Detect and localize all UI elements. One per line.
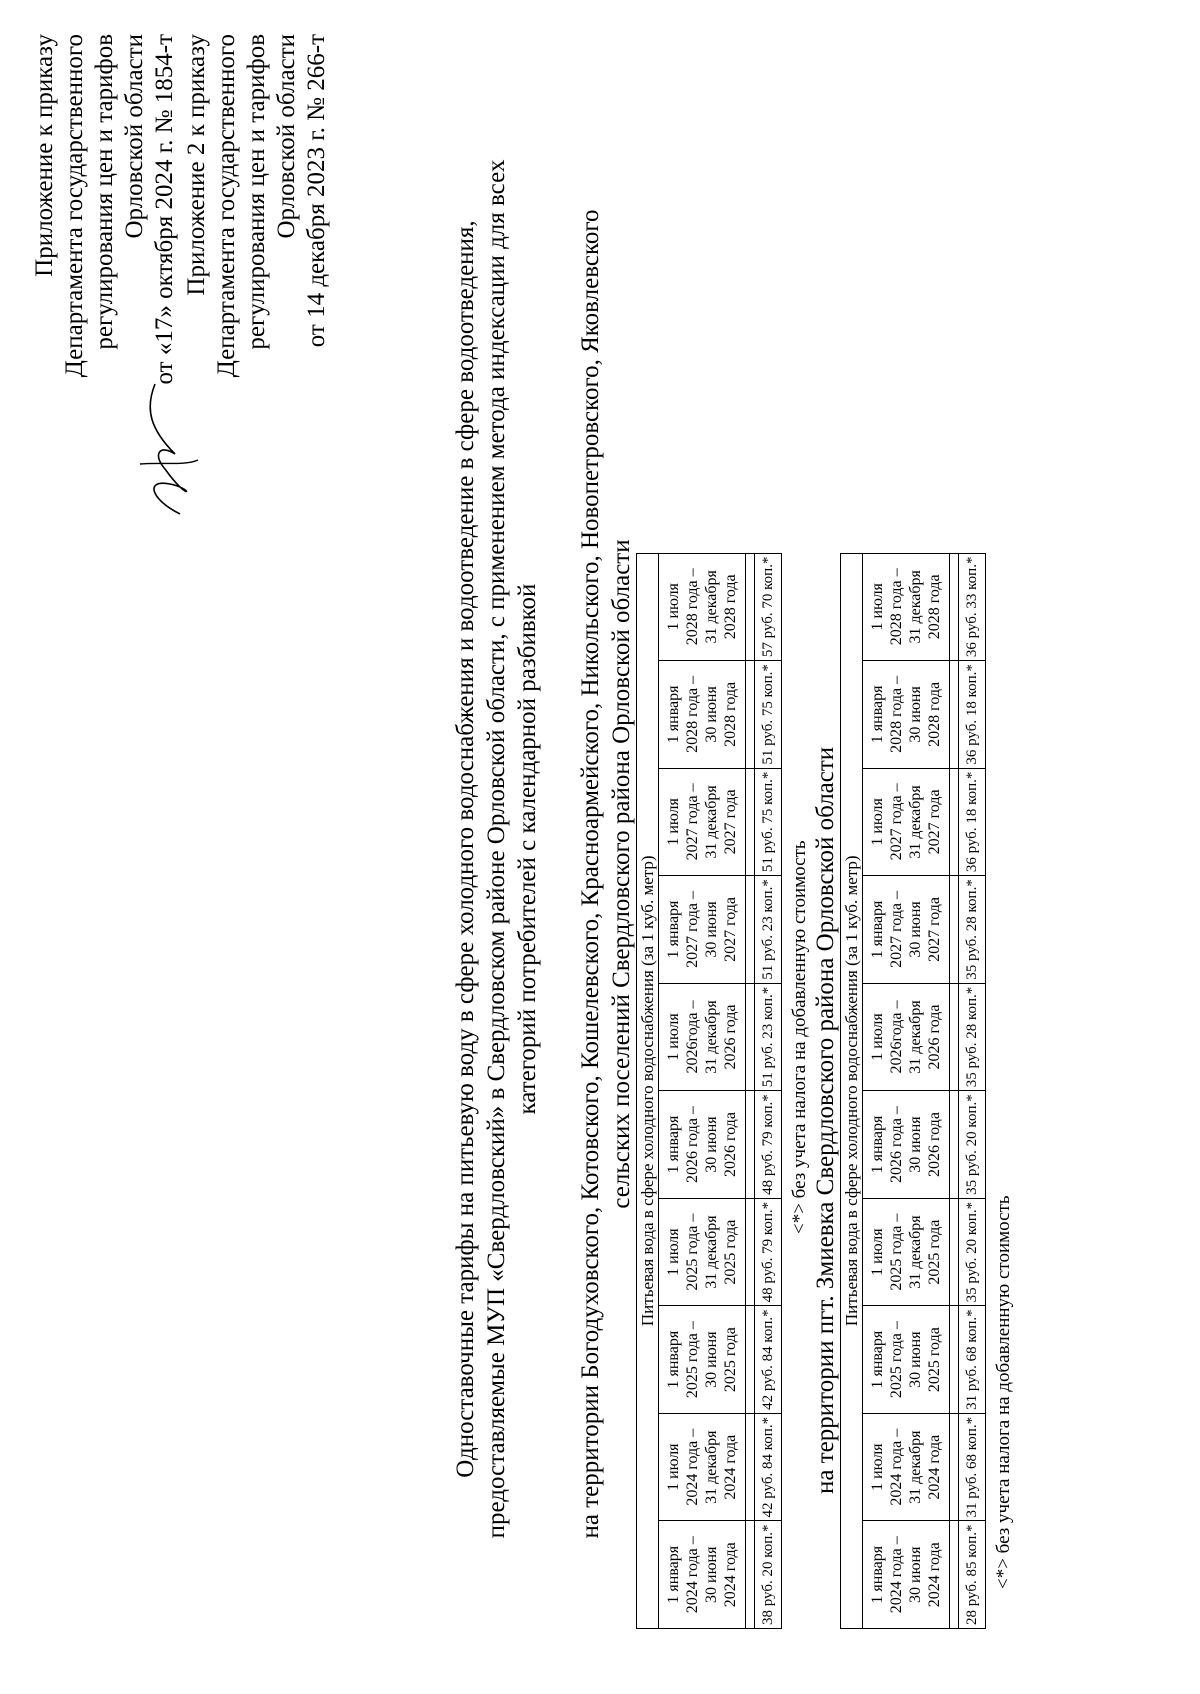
period-text: 2027 года – xyxy=(888,890,905,968)
period-text: 2026года – xyxy=(684,1000,701,1074)
spacer-cell xyxy=(746,1198,755,1306)
period-text: 2027 года – xyxy=(684,783,701,861)
period-text: 2024 года – xyxy=(888,1536,905,1614)
header-line: Департамента государственного xyxy=(61,34,88,378)
period-text: 1 июля xyxy=(869,583,886,631)
period-text: 1 января xyxy=(665,685,682,744)
spacer-cell xyxy=(950,1091,959,1199)
period-text: 2028 года – xyxy=(888,675,905,753)
header-line: Приложение к приказу xyxy=(31,34,58,277)
header-order-date-line xyxy=(150,34,180,594)
tariff-price-cell: 36 руб. 18 коп.* xyxy=(959,661,986,769)
tariff-price-cell: 28 руб. 85 коп.* xyxy=(959,1521,986,1629)
period-text: 1 июля xyxy=(665,583,682,631)
period-text: 31 декабря xyxy=(703,1000,720,1074)
period-cell xyxy=(863,1198,950,1306)
period-text: 30 июня xyxy=(703,1546,720,1603)
header-line: от 14 декабря 2023 г. № 266-т xyxy=(303,34,330,348)
period-text: 1 января xyxy=(665,1330,682,1389)
period-text: 2025 года xyxy=(722,1219,739,1285)
period-text: 1 января xyxy=(869,900,886,959)
period-text: 2028 года – xyxy=(684,675,701,753)
period-cell xyxy=(863,1091,950,1199)
spacer-cell xyxy=(746,661,755,769)
period-text: 2025 года – xyxy=(888,1213,905,1291)
tariff-price-cell: 31 руб. 68 коп.* xyxy=(959,1413,986,1521)
tariff-price-cell: 35 руб. 20 коп.* xyxy=(959,1198,986,1306)
title-line: Одноставочные тарифы на питьевую воду в сфере холодного водоснабжения и водоотведение в сфере водоотведения, xyxy=(452,220,479,1478)
period-cell xyxy=(863,983,950,1091)
period-text: 2028 года xyxy=(722,574,739,640)
section-heading-line: на территории Богодуховского, Котовского, Кошелевского, Красноармейского, Никольского, Новопетровского, Яковлевского xyxy=(577,209,604,1539)
period-text: 2026года – xyxy=(888,1000,905,1074)
period-cell xyxy=(659,768,746,876)
period-text: 31 декабря xyxy=(907,1215,924,1289)
period-text: 2024 года xyxy=(926,1542,943,1608)
tariff-price-cell: 51 руб. 23 коп.* xyxy=(755,983,782,1091)
period-text: 2026 года xyxy=(722,1112,739,1178)
header-line: Орловской области xyxy=(121,34,148,239)
period-text: 1 января xyxy=(665,1115,682,1174)
period-text: 1 января xyxy=(869,1330,886,1389)
tariff-table-rural-settlements xyxy=(636,553,782,1629)
period-text: 30 июня xyxy=(703,686,720,743)
spacer-cell xyxy=(746,1521,755,1629)
period-text: 31 декабря xyxy=(703,1215,720,1289)
header-order-date: от «17» октября 2024 г. № 1854-т xyxy=(151,34,178,385)
period-text: 1 июля xyxy=(869,1443,886,1491)
tariff-price-cell: 48 руб. 79 коп.* xyxy=(755,1198,782,1306)
period-text: 30 июня xyxy=(703,901,720,958)
period-text: 30 июня xyxy=(907,686,924,743)
section-2-heading xyxy=(810,0,841,1494)
period-cell xyxy=(659,876,746,984)
period-text: 2024 года xyxy=(926,1434,943,1500)
section-heading-line: на территории пгт. Змиевка Свердловского района Орловской области xyxy=(812,746,839,1494)
header-line: регулирования цен и тарифов xyxy=(243,34,270,350)
period-text: 31 декабря xyxy=(907,1000,924,1074)
period-text: 1 января xyxy=(665,900,682,959)
period-text: 31 декабря xyxy=(703,570,720,644)
period-text: 30 июня xyxy=(703,1116,720,1173)
tariff-table-zmievka xyxy=(840,553,986,1629)
period-text: 31 декабря xyxy=(907,1430,924,1504)
period-text: 2026 года xyxy=(926,1112,943,1178)
title-line: категорий потребителей с календарной разбивкой xyxy=(514,583,541,1115)
spacer-cell xyxy=(950,768,959,876)
period-text: 31 декабря xyxy=(907,785,924,859)
tariff-price-cell: 42 руб. 84 коп.* xyxy=(755,1413,782,1521)
tariff-price-cell: 51 руб. 75 коп.* xyxy=(755,768,782,876)
footnote: <*> без учета налога на добавленную стоимость xyxy=(993,1195,1014,1589)
section-1-heading xyxy=(575,94,637,1654)
period-cell xyxy=(659,1091,746,1199)
period-text: 1 июля xyxy=(665,1443,682,1491)
appendix-header xyxy=(30,34,332,594)
period-text: 2028 года xyxy=(722,681,739,747)
tariff-price-cell: 51 руб. 23 коп.* xyxy=(755,876,782,984)
tariff-price-cell: 36 руб. 18 коп.* xyxy=(959,768,986,876)
period-text: 30 июня xyxy=(703,1331,720,1388)
period-cell xyxy=(659,1306,746,1414)
period-cell xyxy=(659,1198,746,1306)
period-cell xyxy=(659,983,746,1091)
period-text: 2025 года – xyxy=(888,1321,905,1399)
header-line: Департамента государственного xyxy=(213,34,240,378)
period-text: 1 июля xyxy=(665,1013,682,1061)
title-line: предоставляемые МУП «Свердловский» в Свердловском районе Орловской области, с применением метода индексации для всех xyxy=(483,159,510,1539)
table-group-header: Питьевая вода в сфере холодного водоснабжения (за 1 куб. метр) xyxy=(637,553,659,1628)
tariff-price-cell: 42 руб. 84 коп.* xyxy=(755,1306,782,1414)
table-group-header: Питьевая вода в сфере холодного водоснабжения (за 1 куб. метр) xyxy=(841,553,863,1628)
period-text: 2026 года – xyxy=(888,1106,905,1184)
period-text: 2027 года – xyxy=(684,890,701,968)
period-text: 30 июня xyxy=(907,901,924,958)
footnote: <*> без учета налога на добавленную стоимость xyxy=(789,840,810,1234)
period-text: 2025 года xyxy=(722,1327,739,1393)
period-text: 2028 года xyxy=(926,574,943,640)
period-text: 1 июля xyxy=(869,1013,886,1061)
spacer-cell xyxy=(950,876,959,984)
period-cell xyxy=(659,1413,746,1521)
period-text: 2028 года – xyxy=(684,568,701,646)
period-text: 2024 года – xyxy=(684,1428,701,1506)
period-text: 1 июля xyxy=(869,1228,886,1276)
period-text: 2027 года xyxy=(722,896,739,962)
tariff-price-cell: 31 руб. 68 коп.* xyxy=(959,1306,986,1414)
tariff-price-cell: 51 руб. 75 коп.* xyxy=(755,661,782,769)
period-text: 2026 года – xyxy=(684,1106,701,1184)
period-text: 2024 года xyxy=(722,1542,739,1608)
spacer-cell xyxy=(950,661,959,769)
period-text: 1 января xyxy=(869,1115,886,1174)
period-text: 2025 года – xyxy=(684,1213,701,1291)
period-cell xyxy=(863,553,950,661)
document-title xyxy=(450,114,543,1584)
period-text: 2027 года xyxy=(722,789,739,855)
header-line: регулирования цен и тарифов xyxy=(91,34,118,350)
spacer-cell xyxy=(950,553,959,661)
period-cell xyxy=(863,661,950,769)
period-text: 2024 года – xyxy=(684,1536,701,1614)
period-text: 2026 года xyxy=(926,1004,943,1070)
header-line: Орловской области xyxy=(273,34,300,239)
section-heading-line: сельских поселений Свердловского района Орловской области xyxy=(608,539,635,1209)
spacer-cell xyxy=(746,876,755,984)
period-cell xyxy=(659,553,746,661)
period-cell xyxy=(863,1306,950,1414)
period-text: 2024 года – xyxy=(888,1428,905,1506)
spacer-cell xyxy=(746,983,755,1091)
spacer-cell xyxy=(950,1521,959,1629)
handwritten-signature xyxy=(130,374,200,524)
period-text: 1 января xyxy=(869,1545,886,1604)
period-text: 2025 года xyxy=(926,1327,943,1393)
period-text: 31 декабря xyxy=(703,785,720,859)
period-text: 31 декабря xyxy=(907,570,924,644)
tariff-price-cell: 48 руб. 79 коп.* xyxy=(755,1091,782,1199)
period-text: 2027 года – xyxy=(888,783,905,861)
spacer-cell xyxy=(746,1413,755,1521)
period-text: 2027 года xyxy=(926,789,943,855)
spacer-cell xyxy=(746,553,755,661)
tariff-price-cell: 57 руб. 70 коп.* xyxy=(755,553,782,661)
period-cell xyxy=(659,1521,746,1629)
spacer-cell xyxy=(746,1091,755,1199)
spacer-cell xyxy=(746,1306,755,1414)
tariff-price-cell: 35 руб. 28 коп.* xyxy=(959,876,986,984)
spacer-cell xyxy=(950,1198,959,1306)
period-text: 2025 года xyxy=(926,1219,943,1285)
period-text: 2026 года xyxy=(722,1004,739,1070)
period-text: 2025 года – xyxy=(684,1321,701,1399)
spacer-cell xyxy=(950,1306,959,1414)
spacer-cell xyxy=(746,768,755,876)
period-text: 2027 года xyxy=(926,896,943,962)
period-cell xyxy=(863,1413,950,1521)
header-line: Приложение 2 к приказу xyxy=(183,34,210,296)
period-text: 30 июня xyxy=(907,1331,924,1388)
tariff-price-cell: 38 руб. 20 коп.* xyxy=(755,1521,782,1629)
period-text: 30 июня xyxy=(907,1116,924,1173)
tariff-price-cell: 35 руб. 28 коп.* xyxy=(959,983,986,1091)
period-text: 1 января xyxy=(869,685,886,744)
period-text: 2028 года xyxy=(926,681,943,747)
period-text: 1 июля xyxy=(665,798,682,846)
period-text: 2028 года – xyxy=(888,568,905,646)
period-cell xyxy=(863,1521,950,1629)
tariff-price-cell: 36 руб. 33 коп.* xyxy=(959,553,986,661)
period-text: 31 декабря xyxy=(703,1430,720,1504)
period-text: 1 июля xyxy=(665,1228,682,1276)
spacer-cell xyxy=(950,1413,959,1521)
period-cell xyxy=(863,876,950,984)
tariff-price-cell: 35 руб. 20 коп.* xyxy=(959,1091,986,1199)
spacer-cell xyxy=(950,983,959,1091)
period-text: 1 января xyxy=(665,1545,682,1604)
period-cell xyxy=(863,768,950,876)
period-text: 1 июля xyxy=(869,798,886,846)
period-text: 2024 года xyxy=(722,1434,739,1500)
period-cell xyxy=(659,661,746,769)
period-text: 30 июня xyxy=(907,1546,924,1603)
